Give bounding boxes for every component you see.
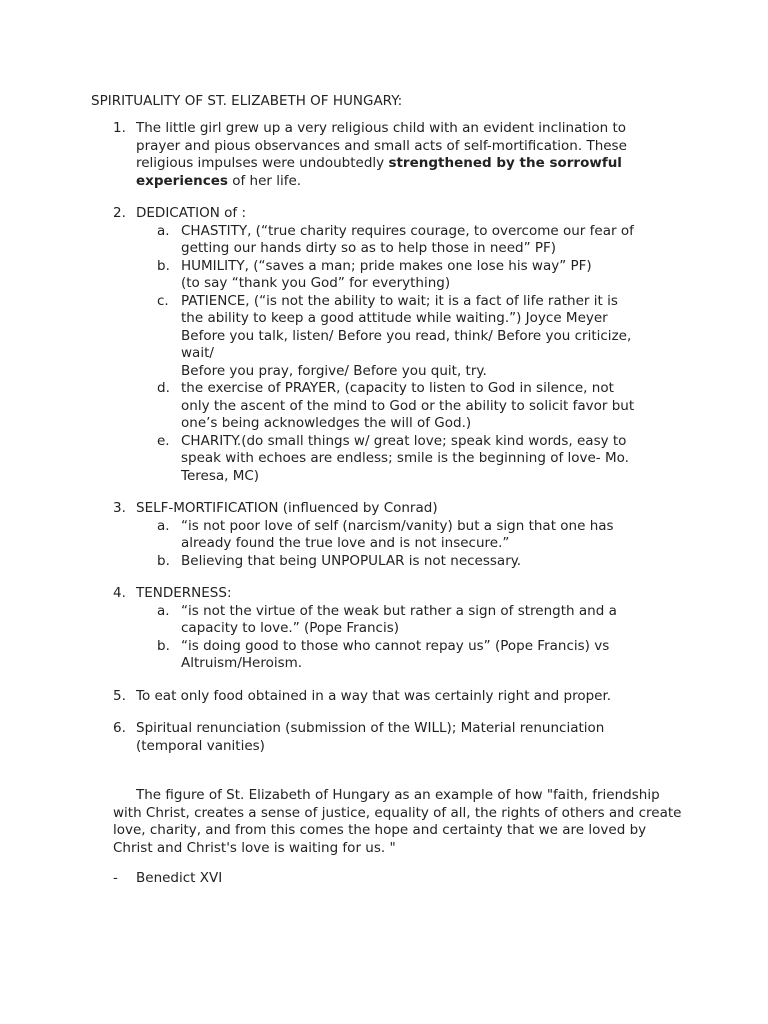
spirituality-list (0, 120, 768, 770)
sub-item-text: (to say “thank you God” for everything) (181, 275, 451, 291)
sub-item-letter: b. (157, 637, 170, 654)
sub-item-b (136, 553, 636, 571)
attribution-dash: - (113, 870, 118, 886)
sub-item-e (136, 433, 636, 486)
item-number: 4. (113, 585, 126, 601)
sub-item-letter: a. (157, 517, 170, 534)
item-number: 2. (113, 205, 126, 221)
item-text-part: The little girl grew up a very religious child with an evident inclination to prayer and pious observances and small acts of self-mortification. These religious impulses were undoubtedly (136, 120, 627, 171)
sub-item-letter: a. (157, 222, 170, 239)
sub-item-a (136, 223, 636, 258)
document-title: SPIRITUALITY OF ST. ELIZABETH OF HUNGARY: (91, 93, 403, 109)
sub-item-text: HUMILITY, (“saves a man; pride makes one lose his way” PF) (181, 257, 592, 274)
sub-item-text: Believing that being UNPOPULAR is not necessary. (181, 552, 522, 569)
sub-item-text: Before you talk, listen/ Before you read, think/ Before you criticize, wait/ (181, 327, 632, 361)
sub-item-letter: e. (157, 432, 170, 449)
item-text-part: of her life. (227, 172, 302, 189)
sub-list (136, 223, 646, 486)
sub-item-b (136, 638, 636, 673)
sub-item-text: CHARITY.(do small things w/ great love; speak kind words, easy to speak with echoes are endless; smile is the beginning of love- Mo. Teresa, MC) (181, 432, 629, 484)
sub-item-text: “is not poor love of self (narcism/vanity) but a sign that one has already found the true love and is not insecure.” (181, 517, 614, 551)
item-text (136, 120, 627, 189)
item-text: Spiritual renunciation (submission of the WILL); Material renunciation (temporal vanities) (136, 720, 605, 754)
list-item-1 (0, 120, 646, 190)
sub-item-a (136, 603, 636, 638)
quote-attribution (113, 870, 222, 888)
quote-text: The figure of St. Elizabeth of Hungary as an example of how "faith, friendship with Christ, creates a sense of justice, equality of all, the rights of others and create love, charity, and from this comes the hope and certainty that we are loved by Christ and Christ's love is waiting for us. " (113, 787, 682, 856)
item-text: To eat only food obtained in a way that was certainly right and proper. (136, 687, 612, 704)
sub-item-text: PATIENCE, (“is not the ability to wait; it is a fact of life rather it is the ability to keep a good attitude while waiting.”) Joyce Meyer (181, 292, 618, 326)
quote-paragraph (113, 787, 683, 857)
list-item-2 (0, 205, 646, 485)
sub-item-b (136, 258, 636, 293)
list-item-5 (0, 688, 646, 706)
sub-item-text: Before you pray, forgive/ Before you quit, try. (181, 362, 487, 379)
sub-item-text: “is doing good to those who cannot repay us” (Pope Francis) vs Altruism/Heroism. (181, 637, 610, 671)
item-number: 1. (113, 120, 126, 136)
item-number: 5. (113, 687, 126, 704)
sub-item-letter: b. (157, 552, 170, 569)
item-text: TENDERNESS: (136, 585, 232, 601)
list-item-3 (0, 500, 646, 570)
item-text: SELF-MORTIFICATION (influenced by Conrad) (136, 500, 438, 516)
sub-item-text: the exercise of PRAYER, (capacity to listen to God in silence, not only the ascent of the mind to God or the ability to solicit favor but one’s being acknowledges the will of God.) (181, 380, 635, 431)
sub-item-text: “is not the virtue of the weak but rather a sign of strength and a capacity to love.” (Pope Francis) (181, 602, 617, 636)
sub-item-letter: c. (157, 292, 169, 309)
item-text: DEDICATION of : (136, 205, 247, 221)
sub-item-letter: b. (157, 257, 170, 274)
list-item-6 (0, 720, 646, 755)
sub-item-d (136, 380, 636, 433)
list-item-4 (0, 585, 646, 673)
item-number: 6. (113, 720, 126, 736)
sub-list (136, 603, 646, 673)
sub-item-a (136, 518, 636, 553)
sub-item-text: CHASTITY, (“true charity requires courage, to overcome our fear of getting our hands dirty so as to help those in need” PF) (181, 222, 634, 256)
sub-item-letter: d. (157, 380, 170, 396)
sub-item-letter: a. (157, 602, 170, 619)
item-text-bold: strengthened by the sorrowful experiences (136, 155, 622, 189)
attribution-name: Benedict XVI (136, 870, 223, 886)
item-number: 3. (113, 500, 126, 516)
sub-item-c (136, 293, 636, 381)
sub-list (136, 518, 646, 571)
